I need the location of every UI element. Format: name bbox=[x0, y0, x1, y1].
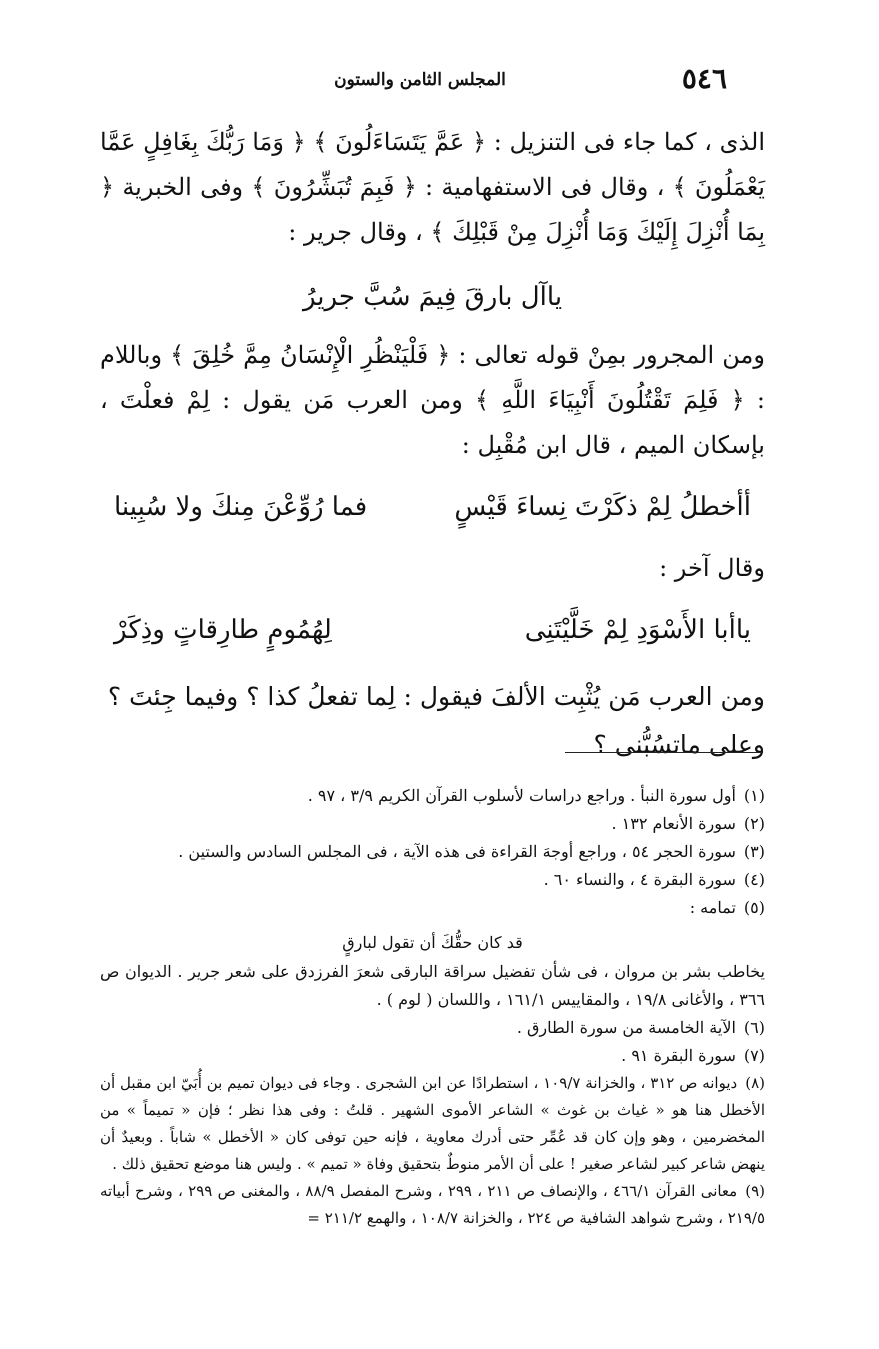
footnote-text: سورة الحجر ٥٤ ، وراجع أوجهَ القراءة فى هذه الآية ، فى المجلس السادس والستين . bbox=[178, 842, 736, 861]
footnote-9 bbox=[100, 1178, 765, 1232]
footnote-number: (٣) bbox=[743, 842, 765, 861]
verse-ibn-muqbil bbox=[100, 474, 765, 540]
running-title: المجلس الثامن والستون bbox=[334, 70, 506, 90]
footnote-number: (٢) bbox=[743, 814, 765, 833]
verse-hemistich-right: ياأبا الأَسْوَدِ لِمْ خَلَّيْتَنِى bbox=[524, 615, 751, 645]
page-header bbox=[0, 60, 879, 100]
footnote-text: سورة البقرة ٩١ . bbox=[621, 1046, 736, 1065]
footnote-text: الآية الخامسة من سورة الطارق . bbox=[516, 1018, 736, 1037]
footnote-4 bbox=[100, 866, 765, 894]
verse-hemistich-right: أأخطلُ لِمْ ذكَرْتَ نِساءَ قَيْسٍ bbox=[454, 492, 751, 522]
footnote-5-quote: قد كان حقُّكَ أن تقول لبارقٍ bbox=[342, 933, 523, 952]
page-number: ٥٤٦ bbox=[681, 62, 727, 95]
footnote-8 bbox=[100, 1070, 765, 1178]
verse-hemistich-left: لِهُمُومٍ طارِقاتٍ وذِكَرْ bbox=[114, 615, 332, 645]
footnote-number: (٨) bbox=[745, 1074, 765, 1092]
footnote-divider bbox=[565, 752, 763, 753]
paragraph-4: ومن العرب مَن يُثْبِت الألفَ فيقول : لِما تفعلُ كذا ؟ وفيما جِئتَ ؟ وعلى ماتسُبُّنى ؟ bbox=[107, 682, 765, 759]
footnote-2 bbox=[100, 810, 765, 838]
footnote-text: ديوانه ص ٣١٢ ، والخزانة ١٠٩/٧ ، استطرادًا عن ابن الشجرى . وجاء فى ديوان تميم بن أُبَيّ ابن مقبل أن الأخطل هنا هو « غياث بن غوث » الشاعر الأموى الشهير . قلتُ : وفى هذا نظر ؛ فإن « تميماً » من المخضرمين ، وهو وإن كان قد عُمِّر حتى أدرك معاوية ، فإنه حين توفى كان « الأخطل » شاباً . وبعيدٌ أن ينهض شاعر كبير لشاعر صغير ! على أن الأمر منوطٌ بتحقيق وفاة « تميم » . وليس هنا موضع تحقيق ذلك . bbox=[100, 1074, 765, 1173]
footnote-1 bbox=[100, 782, 765, 810]
footnotes bbox=[100, 782, 765, 1232]
verse-hemistich-left: فما رُوِّعْنَ مِنكَ ولا سُبِينا bbox=[114, 492, 368, 522]
footnote-6 bbox=[100, 1014, 765, 1042]
footnote-number: (٤) bbox=[743, 870, 765, 889]
footnote-number: (٧) bbox=[743, 1046, 765, 1065]
footnote-5 bbox=[100, 894, 765, 922]
footnote-number: (٦) bbox=[743, 1018, 765, 1037]
footnote-number: (٩) bbox=[745, 1182, 765, 1200]
footnote-3 bbox=[100, 838, 765, 866]
footnote-text: أول سورة النبأ . وراجع دراسات لأسلوب القرآن الكريم ٣/٩ ، ٩٧ . bbox=[307, 786, 736, 805]
footnote-number: (١) bbox=[743, 786, 765, 805]
footnote-7 bbox=[100, 1042, 765, 1070]
footnote-text: معانى القرآن ٤٦٦/١ ، والإنصاف ص ٢١١ ، ٢٩٩ ، وشرح المفصل ٨٨/٩ ، والمغنى ص ٢٩٩ ، وشرح أبياته ٢١٩/٥ ، وشرح شواهد الشافية ص ٢٢٤ ، والخزانة ١٠٨/٧ ، والهمع ٢١١/٢ = bbox=[100, 1182, 765, 1227]
paragraph-3: وقال آخر : bbox=[659, 554, 765, 582]
footnote-number: (٥) bbox=[743, 898, 765, 917]
verse-jarir: ياآل بارقَ فِيمَ سُبَّ جريرُ bbox=[302, 282, 563, 312]
footnote-5-body: يخاطب بشر بن مروان ، فى شأن تفضيل سراقة البارقى شعرَ الفرزدق على شعر جرير . الديوان ص ٣٦٦ ، والأغانى ١٩/٨ ، والمقاييس ١٦١/١ ، واللسان ( لوم ) . bbox=[100, 962, 765, 1009]
paragraph-2: ومن المجرور بمِنْ قوله تعالى : ﴿ فَلْيَنْظُرِ الْإِنْسَانُ مِمَّ خُلِقَ ﴾ وباللام : ﴿ فَلِمَ تَقْتُلُونَ أَنْبِيَاءَ اللَّهِ ﴾ ومن العرب مَن يقول : لِمْ فعلْتَ ، بإسكان الميم ، قال ابن مُقْبِل : bbox=[100, 341, 765, 459]
main-text bbox=[100, 120, 765, 769]
footnote-text: تمامه : bbox=[689, 898, 736, 917]
verse-other-poet bbox=[100, 597, 765, 663]
footnote-text: سورة البقرة ٤ ، والنساء ٦٠ . bbox=[543, 870, 736, 889]
footnote-text: سورة الأنعام ١٣٢ . bbox=[611, 814, 736, 833]
paragraph-1: الذى ، كما جاء فى التنزيل : ﴿ عَمَّ يَتَسَاءَلُونَ ﴾ ﴿ وَمَا رَبُّكَ بِغَافِلٍ عَمَّا يَعْمَلُونَ ﴾ ، وقال فى الاستفهامية : ﴿ فَبِمَ تُبَشِّرُونَ ﴾ وفى الخبرية ﴿ بِمَا أُنْزِلَ إِلَيْكَ وَمَا أُنْزِلَ مِنْ قَبْلِكَ ﴾ ، وقال جرير : bbox=[100, 128, 765, 246]
